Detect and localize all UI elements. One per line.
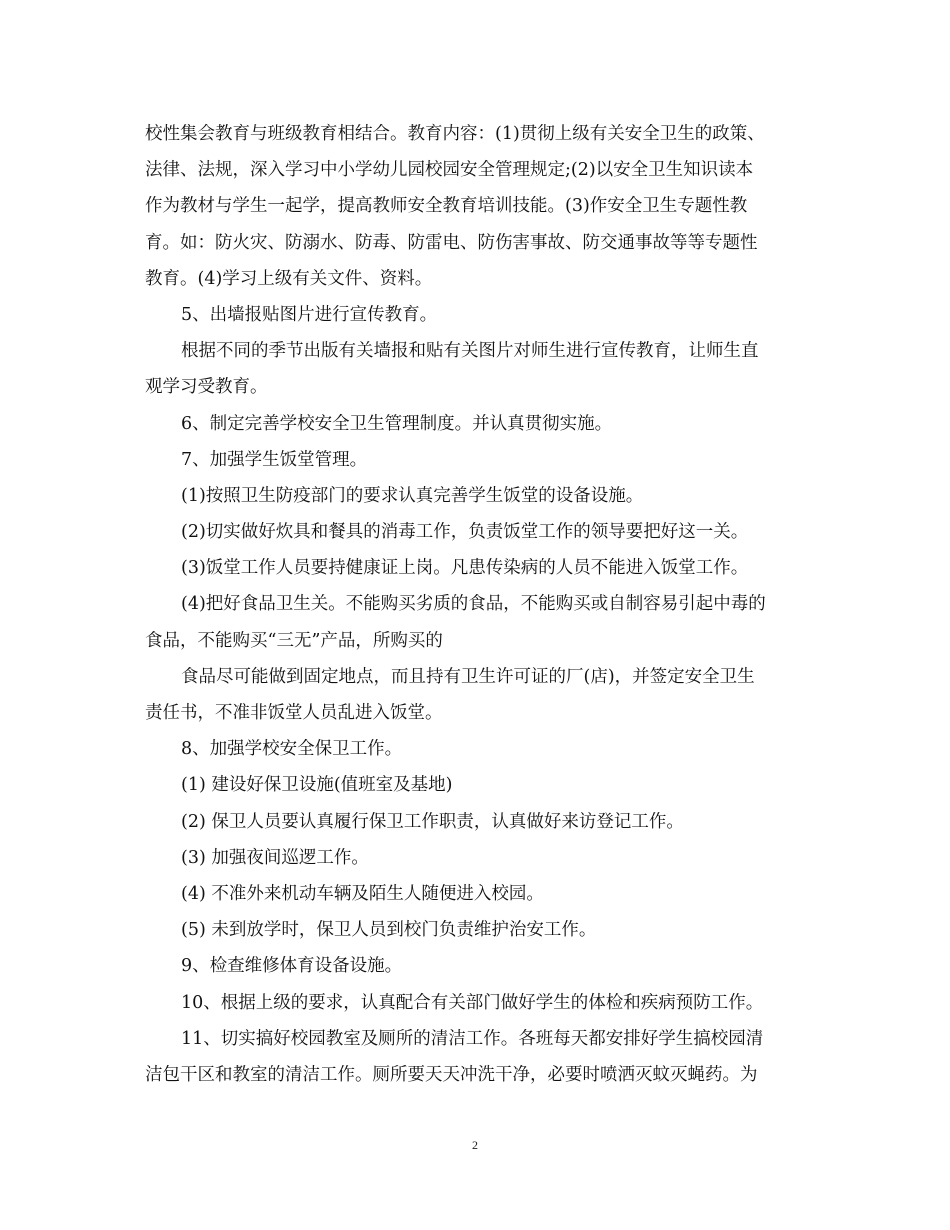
text-line: 食品，不能购买“三无”产品，所购买的 (145, 630, 443, 651)
section-heading-6: 6、制定完善学校安全卫生管理制度。并认真贯彻实施。 (181, 413, 613, 434)
text-line: 责任书，不准非饭堂人员乱进入饭堂。 (145, 703, 443, 723)
list-item: (1)按照卫生防疫部门的要求认真完善学生饭堂的设备设施。 (181, 485, 644, 506)
document-body (145, 116, 810, 1093)
list-item: (3) 加强夜间巡逻工作。 (181, 847, 369, 868)
section-heading-8: 8、加强学校安全保卫工作。 (181, 739, 403, 760)
list-item: (5) 未到放学时，保卫人员到校门负责维护治安工作。 (181, 920, 597, 941)
text-line: 观学习受教育。 (145, 377, 268, 398)
section-heading-7: 7、加强学生饭堂管理。 (181, 449, 368, 470)
list-item: (4) 不准外来机动车辆及陌生人随便进入校园。 (181, 883, 544, 904)
list-item: (3)饭堂工作人员要持健康证上岗。凡患传染病的人员不能进入饭堂工作。 (181, 558, 749, 579)
page-number: 2 (472, 1138, 478, 1152)
text-line: 洁包干区和教室的清洁工作。厕所要天天冲洗干净，必要时喷洒灭蚊灭蝇药。为 (145, 1064, 758, 1085)
section-heading-10: 10、根据上级的要求，认真配合有关部门做好学生的体检和疾病预防工作。 (181, 992, 764, 1013)
list-item: (2) 保卫人员要认真履行保卫工作职责，认真做好来访登记工作。 (181, 811, 684, 832)
text-line: 根据不同的季节出版有关墙报和贴有关图片对师生进行宣传教育，让师生直 (181, 341, 759, 362)
text-line: 育。如：防火灾、防溺水、防毒、防雷电、防伤害事故、防交通事故等等专题性 (145, 232, 758, 253)
text-line: 作为教材与学生一起学，提高教师安全教育培训技能。(3)作安全卫生专题性教 (145, 196, 748, 217)
list-item: (2)切实做好炊具和餐具的消毒工作，负责饭堂工作的领导要把好这一关。 (181, 522, 749, 543)
section-heading-5: 5、出墙报贴图片进行宣传教育。 (181, 304, 438, 325)
text-line: 法律、法规，深入学习中小学幼儿园校园安全管理规定;(2)以安全卫生知识读本 (145, 160, 754, 181)
section-heading-11: 11、切实搞好校园教室及厕所的清洁工作。各班每天都安排好学生搞校园清 (181, 1028, 764, 1049)
text-line: 食品尽可能做到固定地点，而且持有卫生许可证的厂(店)，并签定安全卫生 (181, 666, 755, 687)
section-heading-9: 9、检查维修体育设备设施。 (181, 956, 403, 977)
list-item: (1) 建设好保卫设施(值班室及基地) (181, 775, 453, 796)
text-line: 校性集会教育与班级教育相结合。教育内容：(1)贯彻上级有关安全卫生的政策、 (145, 124, 765, 144)
text-line: 教育。(4)学习上级有关文件、资料。 (145, 268, 433, 289)
list-item: (4)把好食品卫生关。不能购买劣质的食品，不能购买或自制容易引起中毒的 (181, 594, 766, 615)
